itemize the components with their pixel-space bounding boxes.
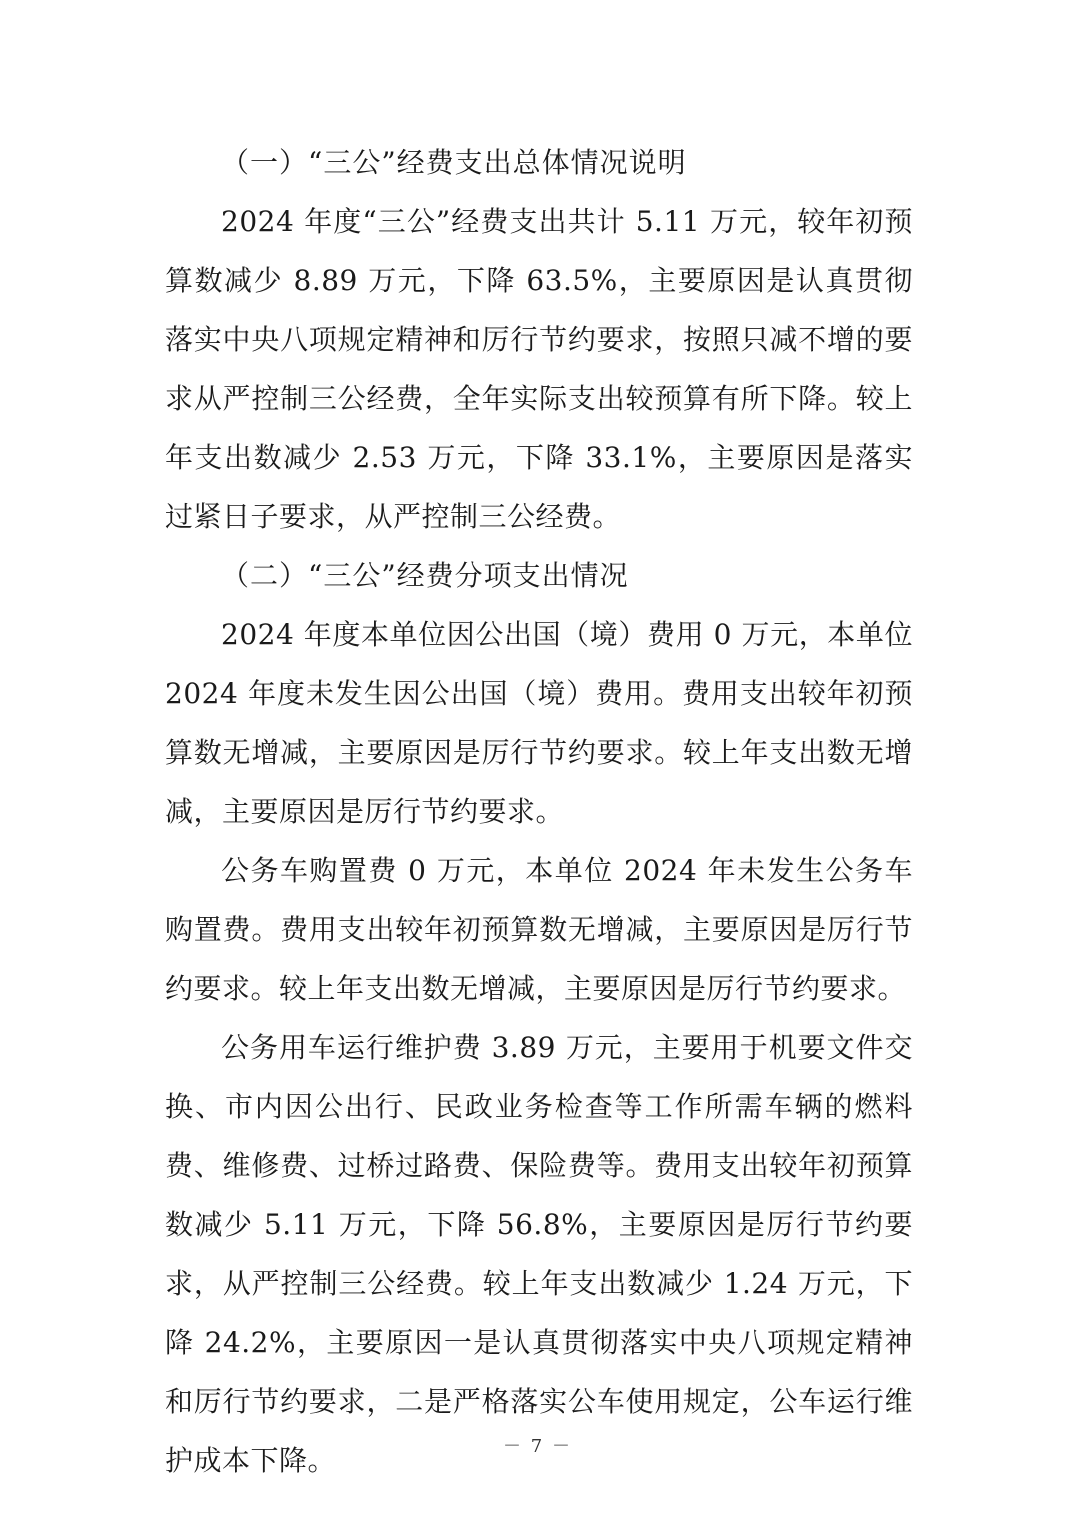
paragraph-overall-summary: 2024 年度“三公”经费支出共计 5.11 万元，较年初预算数减少 8.89 万元，下降 63.5%，主要原因是认真贯彻落实中央八项规定精神和厉行节约要求，按照只减不增的要求从严控制三公经费，全年实际支出较预算有所下降。较上年支出数减少 2.53 万元，下降 33.1%，主要原因是落实过紧日子要求，从严控制三公经费。 (165, 205, 913, 533)
paragraph-vehicle-maintenance: 公务用车运行维护费 3.89 万元，主要用于机要文件交换、市内因公出行、民政业务检查等工作所需车辆的燃料费、维修费、过桥过路费、保险费等。费用支出较年初预算数减少 5.11 万元，下降 56.8%，主要原因是厉行节约要求，从严控制三公经费。较上年支出数减少 1.24 万元，下降 24.2%，主要原因一是认真贯彻落实中央八项规定精神和厉行节约要求，二是严格落实公车使用规定，公车运行维护成本下降。 (165, 1031, 913, 1477)
document-body (165, 133, 913, 1490)
section-heading-overall: （一）“三公”经费支出总体情况说明 (221, 146, 687, 179)
page-number: － 7 － (503, 1436, 572, 1457)
paragraph-overseas-travel: 2024 年度本单位因公出国（境）费用 0 万元，本单位 2024 年度未发生因公出国（境）费用。费用支出较年初预算数无增减，主要原因是厉行节约要求。较上年支出数无增减，主要原因是厉行节约要求。 (165, 618, 913, 828)
section-heading-itemized: （二）“三公”经费分项支出情况 (221, 559, 629, 592)
paragraph-vehicle-purchase: 公务车购置费 0 万元，本单位 2024 年未发生公务车购置费。费用支出较年初预算数无增减，主要原因是厉行节约要求。较上年支出数无增减，主要原因是厉行节约要求。 (165, 854, 913, 1005)
